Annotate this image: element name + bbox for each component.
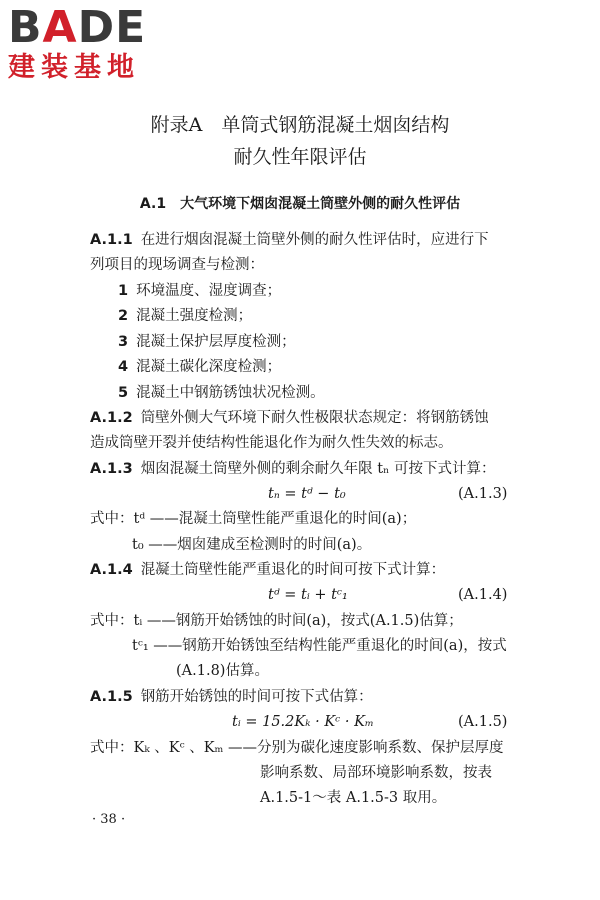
clause-a113-line1: A.1.3 烟囱混凝土筒壁外侧的剩余耐久年限 tₙ 可按下式计算：	[90, 461, 496, 477]
section-heading-a1: A.1 大气环境下烟囱混凝土筒壁外侧的耐久性评估	[139, 196, 461, 212]
list-item: 5 混凝土中钢筋锈蚀状况检测。	[118, 385, 325, 401]
formula-a15: tᵢ = 15.2Kₖ · Kᶜ · Kₘ	[232, 714, 374, 730]
list-item: 2 混凝土强度检测；	[118, 308, 253, 324]
formula-variable-definition: 式中：tᵢ ——钢筋开始锈蚀的时间(a)，按式(A.1.5)估算；	[90, 613, 463, 629]
formula-number: (A.1.5)	[458, 714, 508, 730]
logo-wordmark: BADE	[8, 2, 147, 53]
bade-logo	[8, 2, 147, 84]
formula-variable-definition: A.1.5-1～表 A.1.5-3 取用。	[260, 790, 447, 806]
formula-a13: tₙ = tᵈ − t₀	[268, 486, 346, 502]
formula-variable-definition: 影响系数、局部环境影响系数，按表	[260, 765, 492, 781]
formula-variable-definition: 式中：Kₖ 、Kᶜ 、Kₘ ——分别为碳化速度影响系数、保护层厚度	[90, 740, 504, 756]
clause-a112-line2: 造成筒壁开裂并使结构性能退化作为耐久性失效的标志。	[90, 435, 453, 451]
formula-number: (A.1.3)	[458, 486, 508, 502]
formula-variable-definition: 式中：tᵈ ——混凝土筒壁性能严重退化的时间(a)；	[90, 511, 417, 527]
list-item: 4 混凝土碳化深度检测；	[118, 359, 282, 375]
clause-a115-line1: A.1.5 钢筋开始锈蚀的时间可按下式估算：	[90, 689, 373, 705]
clause-a111-line1: A.1.1 在进行烟囱混凝土筒壁外侧的耐久性评估时，应进行下	[90, 232, 489, 248]
formula-variable-definition: (A.1.8)估算。	[176, 663, 269, 679]
logo-chinese-text: 建装基地	[8, 52, 140, 83]
list-item: 3 混凝土保护层厚度检测；	[118, 334, 296, 350]
formula-a14: tᵈ = tᵢ + tᶜ₁	[268, 587, 348, 603]
page-number: · 38 ·	[92, 812, 126, 827]
clause-a111-line2: 列项目的现场调查与检测：	[90, 257, 264, 273]
formula-variable-definition: t₀ ——烟囱建成至检测时的时间(a)。	[132, 537, 372, 553]
list-item: 1 环境温度、湿度调查；	[118, 283, 282, 299]
clause-a114-line1: A.1.4 混凝土筒壁性能严重退化的时间可按下式计算：	[90, 562, 446, 578]
formula-variable-definition: tᶜ₁ ——钢筋开始锈蚀至结构性能严重退化的时间(a)，按式	[132, 638, 507, 654]
formula-number: (A.1.4)	[458, 587, 508, 603]
clause-a112-line1: A.1.2 筒壁外侧大气环境下耐久性极限状态规定：将钢筋锈蚀	[90, 410, 489, 426]
appendix-title-line1: 附录A 单筒式钢筋混凝土烟囱结构	[150, 114, 450, 136]
appendix-title-line2: 耐久性年限评估	[233, 146, 367, 168]
